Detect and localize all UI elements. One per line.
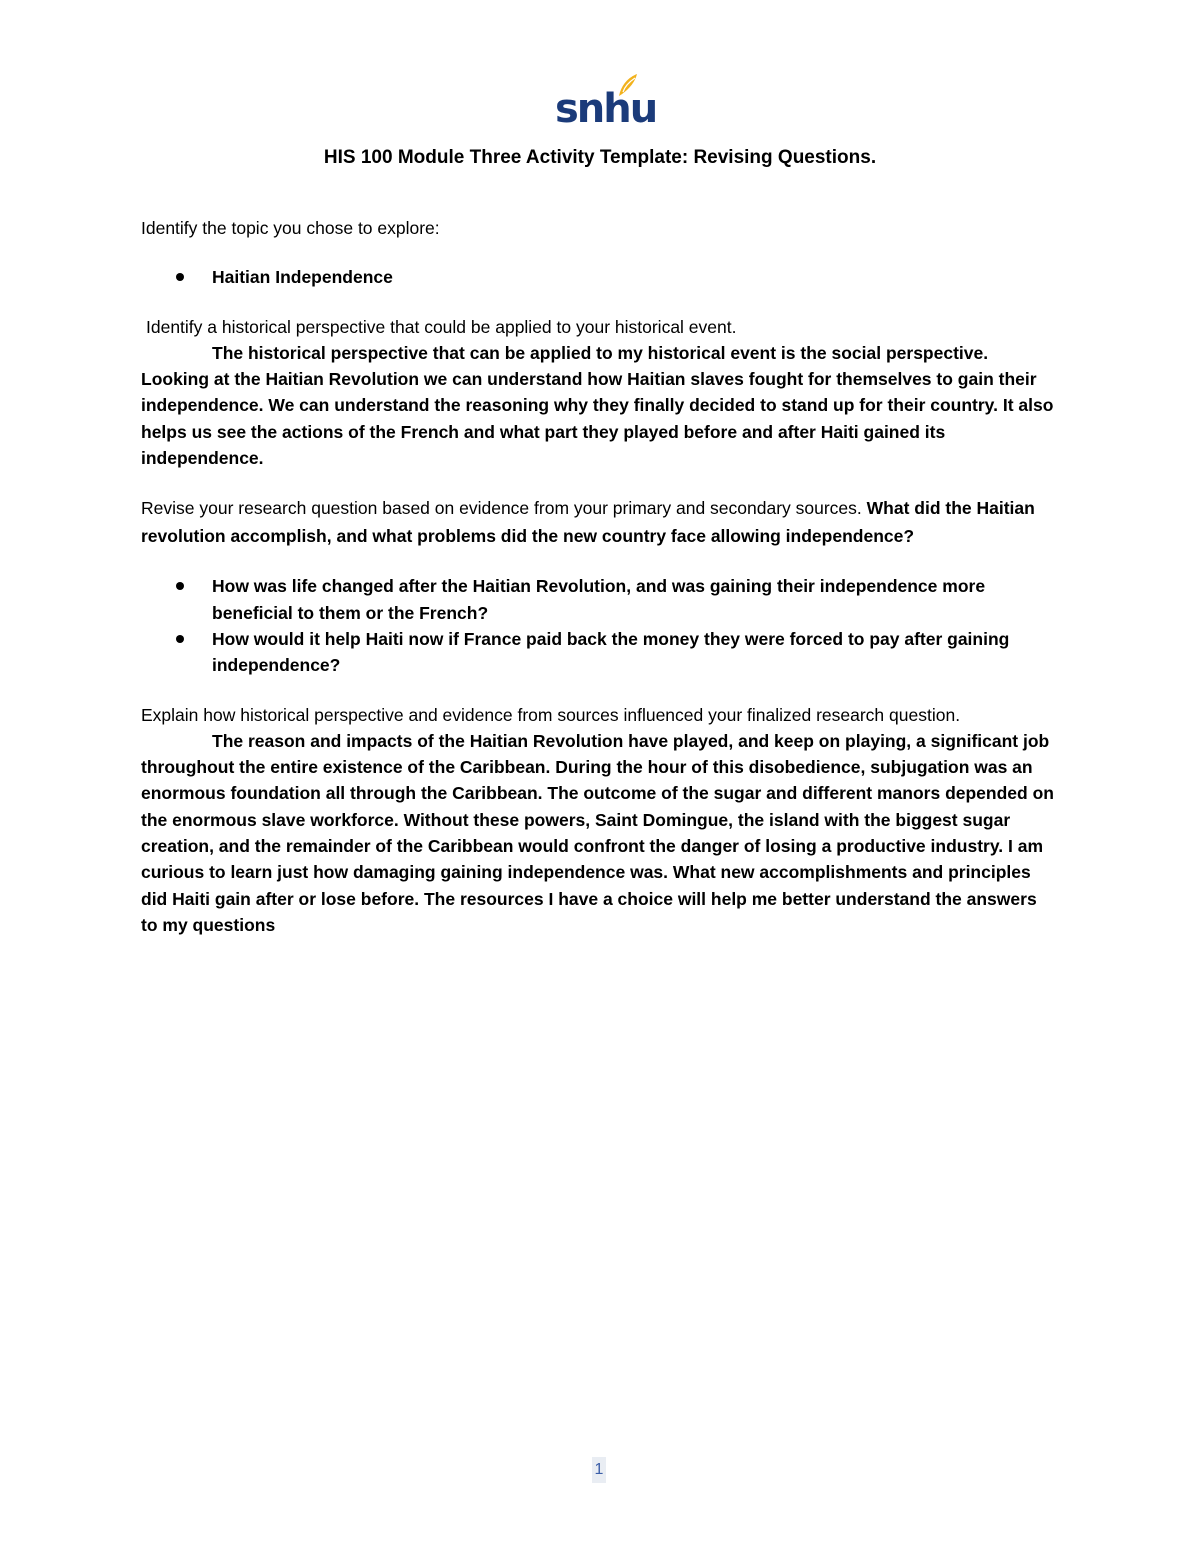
- page-number: 1: [592, 1457, 606, 1483]
- question-list: [141, 573, 1056, 678]
- bullet-icon: [176, 273, 184, 281]
- list-item: [141, 573, 1056, 626]
- question-text: How was life changed after the Haitian Revolution, and was gaining their independence more beneficial to them or the French?: [212, 576, 986, 623]
- revise-prompt: Revise your research question based on evidence from your primary and secondary sources.: [141, 498, 862, 519]
- perspective-prompt: Identify a historical perspective that could be applied to your historical event.: [146, 316, 737, 337]
- question-text: How would it help Haiti now if France paid back the money they were forced to pay after gaining independence?: [212, 628, 1010, 676]
- page-title: HIS 100 Module Three Activity Template: Revising Questions.: [323, 147, 877, 168]
- bullet-icon: [176, 635, 184, 643]
- logo-wordmark: snhu: [555, 86, 657, 132]
- revise-block: [141, 494, 1056, 550]
- topic-text: Haitian Independence: [212, 267, 393, 288]
- revise-answer: What did the Haitian revolution accomplish, and what problems did the new country face allowing independence?: [141, 498, 1035, 547]
- document-body: [141, 215, 1056, 938]
- perspective-answer: The historical perspective that can be applied to my historical event is the social perspective. Looking at the Haitian Revolution we can understand how Haitian slaves fought for themselves to gain their independence. We can understand the reasoning why they finally decided to stand up for their country. It also helps us see the actions of the French and what part they played before and after Haiti gained its independence.: [141, 342, 1054, 469]
- explain-prompt: Explain how historical perspective and evidence from sources influenced your finalized research question.: [141, 704, 961, 725]
- list-item: [141, 264, 1056, 290]
- snhu-logo: [555, 72, 657, 134]
- explain-answer: The reason and impacts of the Haitian Revolution have played, and keep on playing, a significant job throughout the entire existence of the Caribbean. During the hour of this disobedience, subjugation was an enormous foundation all through the Caribbean. The outcome of the sugar and different manors depended on the enormous slave workforce. Without these powers, Saint Domingue, the island with the biggest sugar creation, and the remainder of the Caribbean would confront the danger of losing a productive industry. I am curious to learn just how damaging gaining independence was. What new accomplishments and principles did Haiti gain after or lose before. The resources I have a choice will help me better understand the answers to my questions: [141, 730, 1054, 935]
- bullet-icon: [176, 582, 184, 590]
- topic-prompt: Identify the topic you chose to explore:: [141, 218, 440, 238]
- topic-list: [141, 264, 1056, 290]
- list-item: [141, 626, 1056, 679]
